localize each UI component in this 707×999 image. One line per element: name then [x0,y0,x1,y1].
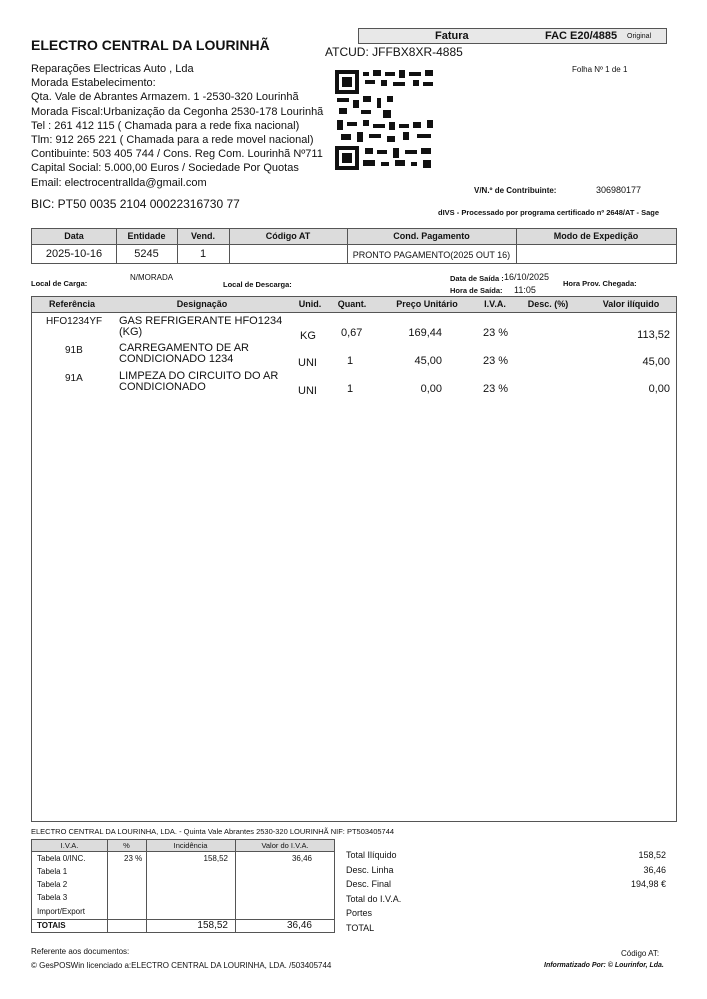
col-cond-pagamento: Cond. Pagamento [393,231,470,241]
summary-value: 158,52 [638,850,666,860]
company-line: Capital Social: 5.000,00 Euros / Sociedade Por Quotas [31,162,299,175]
vat-row-label: Tabela 1 [37,867,68,876]
summary-labels [346,848,401,936]
col-desc: Desc. (%) [527,299,569,309]
company-line: Reparações Electricas Auto , Lda [31,63,194,75]
item-qty: 1 [347,355,354,367]
hora-chegada-label: Hora Prov. Chegada: [563,279,637,288]
item-desc: (KG) [119,326,143,338]
invoice-title-box [358,28,667,44]
item-desc: LIMPEZA DO CIRCUITO DO AR [119,370,279,382]
item-iva: 23 % [483,327,509,339]
value-data: 2025-10-16 [45,248,103,260]
bic: BIC: PT50 0035 2104 00022316730 77 [31,197,240,211]
vat-col: I.V.A. [60,841,79,850]
summary-label: Total do I.V.A. [346,893,402,904]
summary-label: Portes [346,908,373,919]
item-qty: 0,67 [341,327,363,339]
col-preco: Preço Unitário [396,299,458,309]
summary-value: 36,46 [643,864,666,875]
company-line: Morada Fiscal:Urbanização da Cegonha 2530-178 Lourinhã [31,105,324,118]
vat-col: Valor do I.V.A. [261,841,309,850]
hora-saida-value: 11:05 [514,285,536,295]
summary-label: Total Ilíquido [346,850,397,860]
col-iva: I.V.A. [484,299,506,309]
vat-row-label: Tabela 3 [37,893,68,902]
item-desc: CARREGAMENTO DE AR [119,342,249,354]
codigo-at-footer: Código AT: [621,949,660,958]
vn-value: 306980177 [596,185,642,195]
local-descarga-label: Local de Descarga: [223,280,292,289]
data-saida-label: Data de Saída : [450,274,504,283]
vn-label: V/N.º de Contribuinte: [474,186,557,195]
item-iva: 23 % [483,355,509,367]
vat-row-pct: 23 % [124,854,143,863]
col-unid: Unid. [298,299,322,309]
value-entidade: 5245 [134,248,159,260]
invoice-number: FAC E20/4885 [545,30,618,42]
col-referencia: Referência [48,299,96,309]
hora-saida-label: Hora de Saída: [450,286,503,295]
item-price: 0,00 [420,383,442,395]
vat-row-val: 36,46 [291,854,312,863]
col-modo-expedicao: Modo de Expedição [553,231,639,241]
item-desc: CONDICIONADO 1234 [119,353,234,365]
items-table [31,296,677,822]
item-ref: 91A [65,373,83,384]
certified-note: dIVS - Processado por programa certificado nº 2648/AT - Sage [438,208,659,217]
referente: Referente aos documentos: [31,947,130,956]
summary-label: Desc. Final [346,879,392,890]
item-price: 45,00 [414,355,442,367]
col-valor: Valor ilíquido [602,299,660,309]
item-value: 113,52 [637,329,670,341]
gespos-license: © GesPOSWin licenciado a:ELECTRO CENTRAL DA LOURINHA, LDA. /503405744 [31,961,332,970]
item-desc: CONDICIONADO [119,381,206,393]
company-line: Tel : 261 412 115 ( Chamada para a rede fixa nacional) [31,119,300,132]
invoice-type: Fatura [435,30,469,42]
vat-row-label: Tabela 2 [37,880,68,889]
col-codigo-at: Código AT [265,231,311,241]
item-qty: 1 [347,383,354,395]
informatizado: Informatizado Por: © Lourinfor, Lda. [544,962,664,969]
footer-company-line: ELECTRO CENTRAL DA LOURINHA, LDA. - Quinta Vale Abrantes 2530-320 LOURINHÃ NIF: PT503405744 [31,827,395,836]
item-iva: 23 % [483,383,509,395]
header-table [31,228,677,264]
summary-label: TOTAL [346,922,375,933]
summary-label: Desc. Linha [346,864,394,875]
item-ref: HFO1234YF [46,316,103,327]
vat-col: % [123,841,130,850]
col-vend: Vend. [190,231,215,241]
vat-row-inc: 158,52 [203,854,228,863]
item-unit: KG [300,330,316,342]
value-cond-pagamento: PRONTO PAGAMENTO(2025 OUT 16) [352,250,511,260]
invoice-copy: Original [627,33,652,40]
local-carga-label: Local de Carga: [31,279,88,288]
item-unit: UNI [298,385,317,397]
item-unit: UNI [298,357,317,369]
company-line: Email: electrocentrallda@gmail.com [31,176,207,189]
col-entidade: Entidade [127,231,166,241]
col-quant: Quant. [337,299,367,309]
vat-totals-label: TOTAIS [37,921,66,930]
qr-code [333,68,437,172]
company-details [31,62,323,190]
vat-totals-inc: 158,52 [197,920,228,931]
company-line: Contibuinte: 503 405 744 / Cons. Reg Com. Lourinhã Nº711 [31,148,323,161]
summary-value: 194,98 € [630,879,666,890]
col-data: Data [64,231,84,241]
vat-col: Incidência [173,841,208,850]
folha: Folha Nº 1 de 1 [572,65,628,74]
item-value: 0,00 [648,383,670,395]
data-saida-value: 16/10/2025 [504,272,550,282]
vat-row-label: Import/Export [37,907,86,916]
company-name: ELECTRO CENTRAL DA LOURINHÃ [31,37,270,53]
item-value: 45,00 [642,356,670,368]
company-line: Morada Estabelecimento: [31,77,156,90]
atcud: ATCUD: JFFBX8XR-4885 [325,45,463,59]
col-designacao: Designação [176,299,228,309]
vat-row-label: Tabela 0/INC. [37,854,86,863]
local-carga-value: N/MORADA [130,273,174,282]
qr-code-graphic [333,68,437,172]
item-ref: 91B [65,345,83,356]
summary-values [566,848,666,892]
value-vend: 1 [199,248,207,260]
vat-table [31,839,335,933]
company-line: Qta. Vale de Abrantes Armazem. 1 -2530-320 Lourinhã [31,91,299,104]
company-line: Tlm: 912 265 221 ( Chamada para a rede movel nacional) [31,134,314,147]
vat-totals-val: 36,46 [286,920,312,931]
item-price: 169,44 [408,327,442,339]
item-desc: GAS REFRIGERANTE HFO1234 [119,315,283,327]
